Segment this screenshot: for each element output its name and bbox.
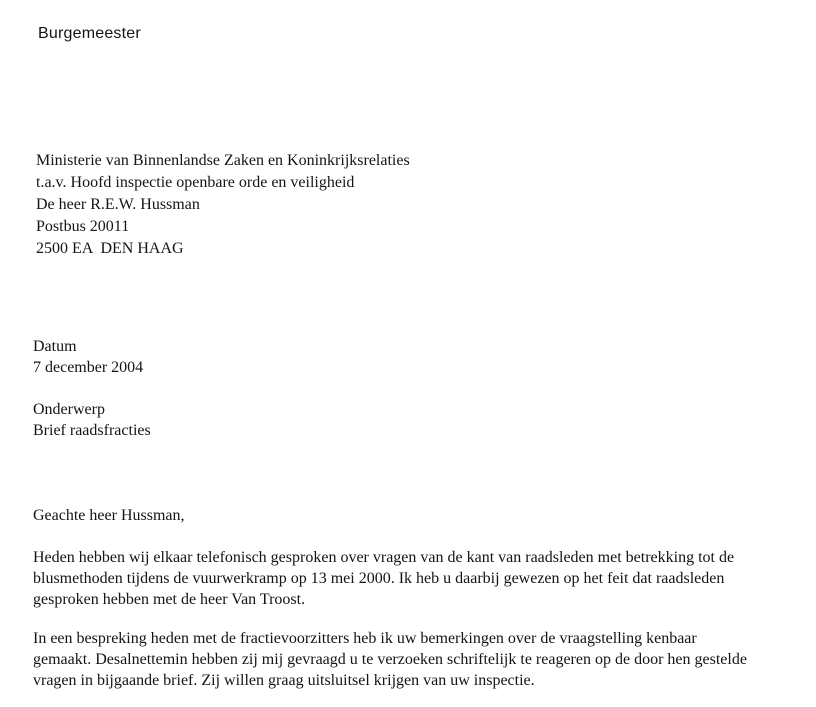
address-line-postbox: Postbus 20011 bbox=[36, 218, 130, 235]
body-paragraph bbox=[33, 547, 793, 610]
salutation: Geachte heer Hussman, bbox=[33, 507, 185, 524]
paragraph-line: Heden hebben wij elkaar telefonisch gesproken over vragen van de kant van raadsleden met betrekking tot de bbox=[33, 549, 735, 566]
address-line-attention: t.a.v. Hoofd inspectie openbare orde en veiligheid bbox=[36, 174, 355, 191]
subject-label: Onderwerp bbox=[33, 401, 105, 418]
paragraph-line: vragen in bijgaande brief. Zij willen graag uitsluitsel krijgen van uw inspectie. bbox=[33, 672, 535, 689]
address-line-city: 2500 EA DEN HAAG bbox=[36, 240, 184, 257]
date-label: Datum bbox=[33, 338, 77, 355]
sender-heading: Burgemeester bbox=[38, 25, 141, 42]
date-block bbox=[33, 336, 143, 378]
paragraph-line: blusmethoden tijdens de vuurwerkramp op 13 mei 2000. Ik heb u daarbij gewezen op het feit dat raadsleden bbox=[33, 570, 725, 587]
subject-value: Brief raadsfracties bbox=[33, 422, 151, 439]
paragraph-line: gemaakt. Desalnettemin hebben zij mij gevraagd u te verzoeken schriftelijk te reageren op de door hen gestelde bbox=[33, 651, 747, 668]
date-value: 7 december 2004 bbox=[33, 359, 144, 376]
body-paragraph bbox=[33, 628, 793, 691]
address-line-person: De heer R.E.W. Hussman bbox=[36, 196, 200, 213]
recipient-address bbox=[36, 150, 410, 260]
paragraph-line: In een bespreking heden met de fractievoorzitters heb ik uw bemerkingen over de vraagstelling kenbaar bbox=[33, 630, 697, 647]
address-line-ministry: Ministerie van Binnenlandse Zaken en Koninkrijksrelaties bbox=[36, 152, 410, 169]
subject-block bbox=[33, 399, 151, 441]
paragraph-line: gesproken hebben met de heer Van Troost. bbox=[33, 591, 306, 608]
